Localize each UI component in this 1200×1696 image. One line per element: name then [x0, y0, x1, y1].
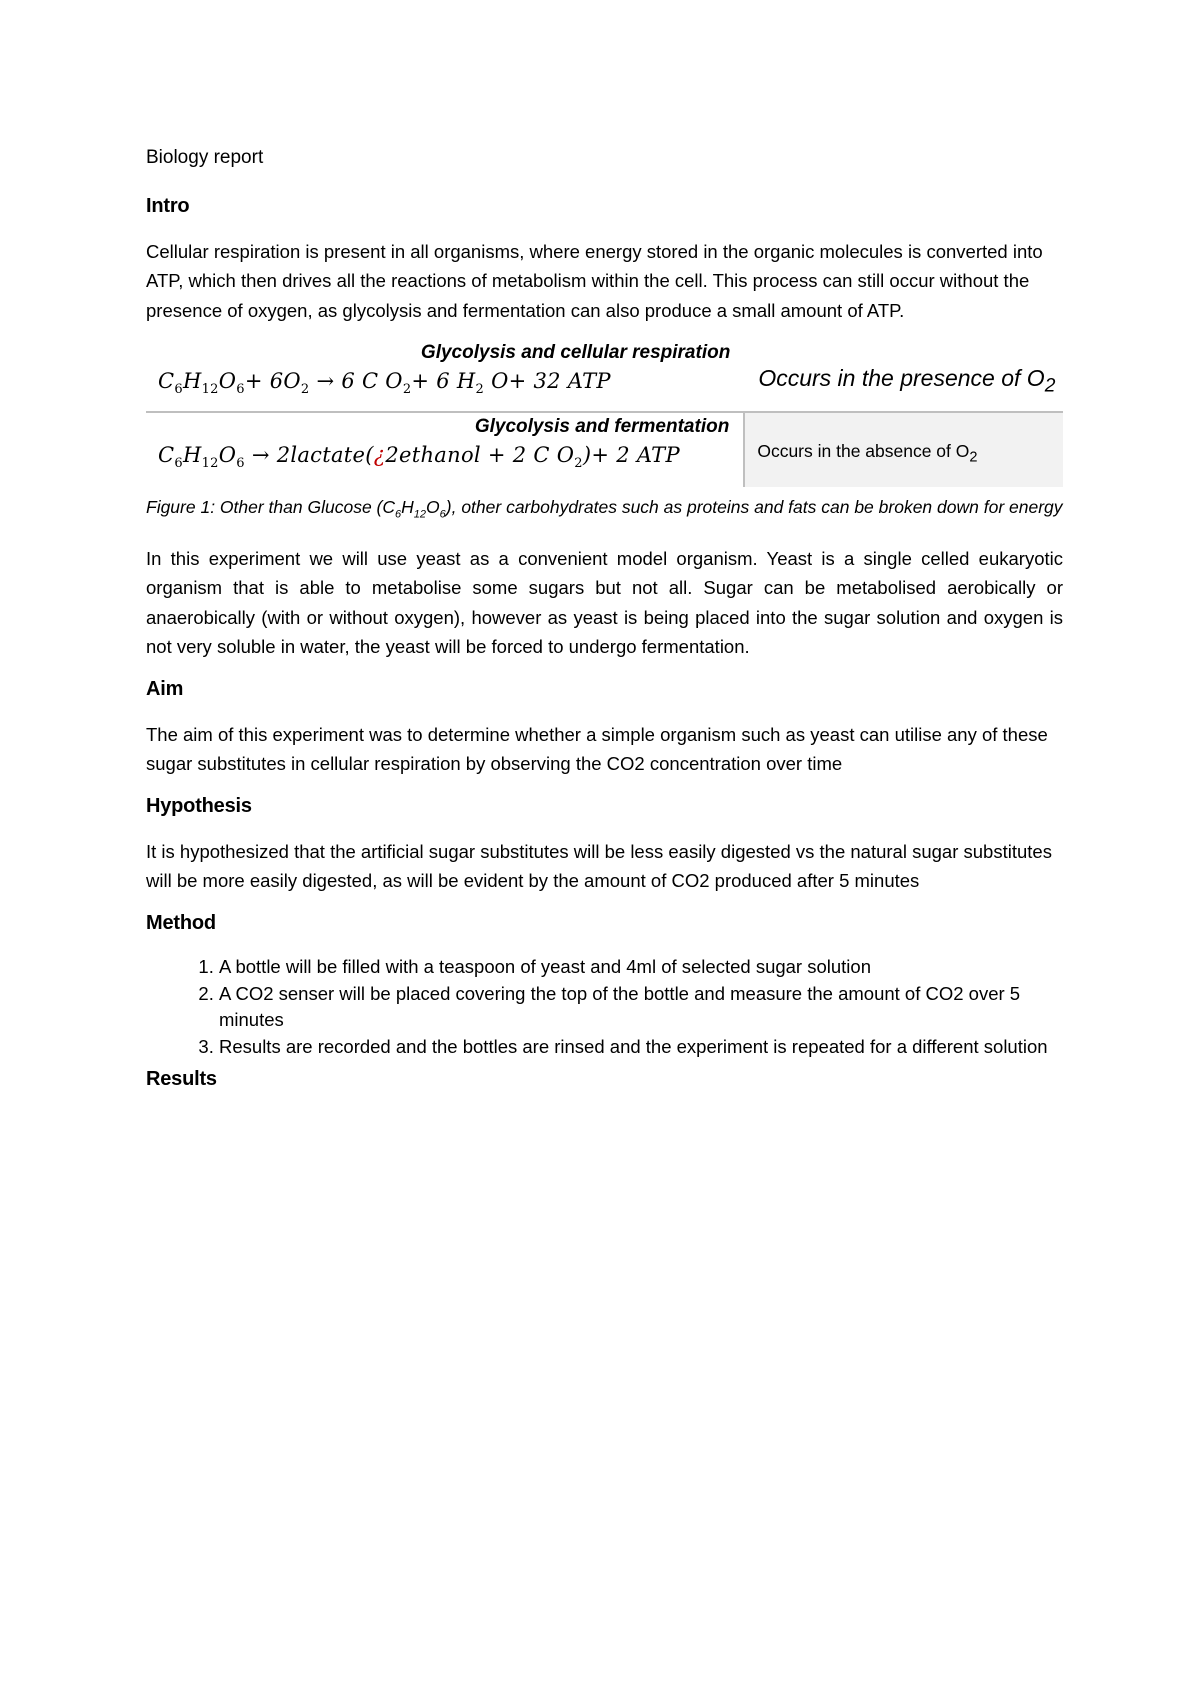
method-step: 2. A CO2 senser will be placed covering the top of the bottle and measure the amount of CO2 over 5 minutes — [219, 981, 1063, 1033]
hypothesis-paragraph: It is hypothesized that the artificial sugar substitutes will be less easily digested vs the natural sugar substitutes will be more easily digested, as will be evident by the amount of CO2 produced after 5 minutes — [146, 840, 1052, 892]
intro-paragraph: Cellular respiration is present in all organisms, where energy stored in the organic molecules is converted into ATP, which then drives all the reactions of metabolism within the cell. This process can still occur without the presence of oxygen, as glycolysis and fermentation can also produce a small amount of ATP. — [146, 240, 1043, 321]
model-organism-paragraph: In this experiment we will use yeast as a convenient model organism. Yeast is a single celled eukaryotic organism that is able to metabolise some sugars but not all. Sugar can be metabolised aerobically or anaerobically (with or without oxygen), however as yeast is being placed into the sugar solution and oxygen is not very soluble in water, the yeast will be forced to undergo fermentation. — [146, 547, 1063, 658]
fermentation-heading: Glycolysis and fermentation — [474, 416, 730, 438]
aim-paragraph: The aim of this experiment was to determine whether a simple organism such as yeast can utilise any of these sugar substitutes in cellular respiration by observing the CO2 concentration over time — [146, 723, 1048, 775]
fermentation-formula: $C_6H_{12}O_6$ → 2lactate(¿2ethanol + 2 C $O_2)+ 2$ ATP — [158, 443, 680, 472]
respiration-formula: $C_6H_{12}O_6+ 6O_2 \to 6$ C $O_2+ 6$ $H_2$ O+ 32 ATP — [158, 369, 611, 398]
intro-heading: Intro — [146, 194, 190, 217]
respiration-condition: Occurs in the presence of $O_2$ — [758, 365, 1056, 397]
method-step: 1. A bottle will be filled with a teaspoon of yeast and 4ml of selected sugar solution — [219, 954, 1063, 980]
hypothesis-heading: Hypothesis — [146, 794, 252, 817]
document-title: Biology report — [146, 147, 264, 168]
method-heading: Method — [146, 911, 216, 934]
method-step: 3. Results are recorded and the bottles are rinsed and the experiment is repeated for a different solution — [219, 1034, 1063, 1060]
fermentation-condition: Occurs in the absence of $O_2$ — [744, 412, 1063, 487]
method-steps-list — [146, 954, 1063, 1060]
respiration-heading: Glycolysis and cellular respiration — [420, 342, 731, 364]
results-heading: Results — [146, 1067, 217, 1090]
aim-heading: Aim — [146, 677, 184, 700]
equation-row-fermentation — [146, 412, 1063, 487]
equation-row-respiration — [146, 341, 1063, 412]
equation-table — [146, 341, 1063, 487]
figure-caption: Figure 1: Other than Glucose $(C_6H_{12}O_6)$, other carbohydrates such as proteins and fats can be broken down for energy — [146, 497, 1063, 521]
